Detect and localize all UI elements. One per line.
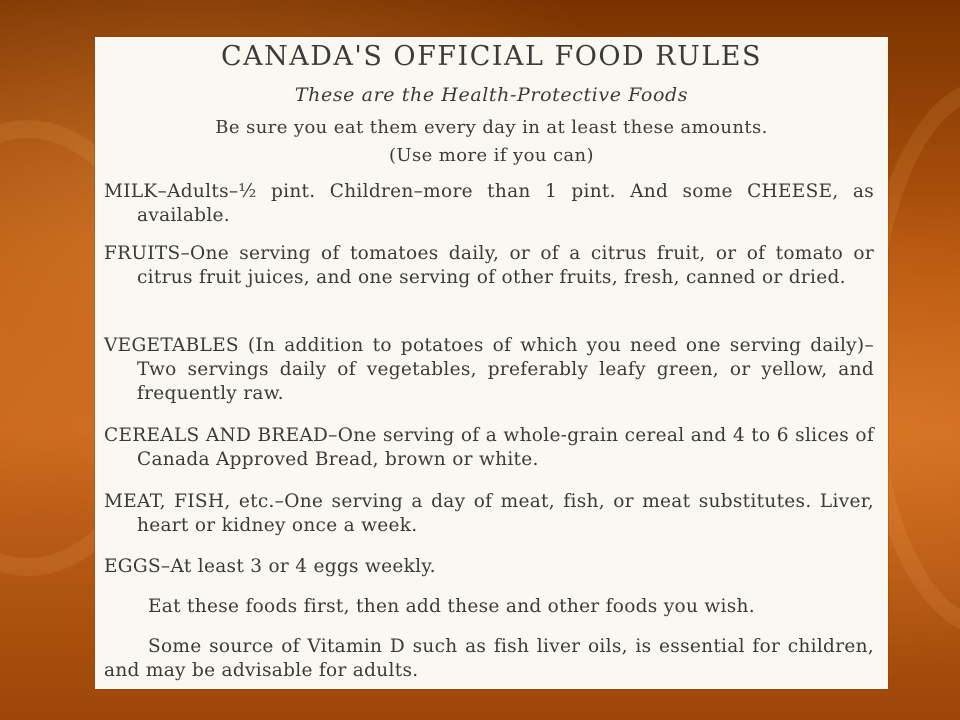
- rule-milk: [104, 180, 874, 228]
- document-title: CANADA'S OFFICIAL FOOD RULES: [221, 41, 762, 72]
- rule-eggs: [104, 555, 874, 579]
- rule-vegetables: [104, 334, 874, 406]
- note-eat-first: Eat these foods first, then add these and other foods you wish.: [148, 596, 755, 617]
- rule-cereals-and-bread: [104, 424, 874, 472]
- rule-fruits: [104, 242, 874, 290]
- rule-text: EGGS–At least 3 or 4 eggs weekly.: [104, 556, 436, 577]
- rule-text: MEAT, FISH, etc.–One serving a day of meat, fish, or meat substitutes. Liver, heart or kidney once a week.: [104, 491, 874, 536]
- intro-line: Be sure you eat them every day in at least these amounts.: [215, 117, 768, 138]
- document-page: [95, 37, 888, 689]
- intro-line-parenthetical: (Use more if you can): [389, 145, 594, 166]
- note-vitamin-d: Some source of Vitamin D such as fish liver oils, is essential for children, and may be advisable for adults.: [104, 636, 874, 681]
- rule-meat-fish: [104, 490, 874, 538]
- rule-text: CEREALS AND BREAD–One serving of a whole-grain cereal and 4 to 6 slices of Canada Approved Bread, brown or white.: [104, 425, 874, 470]
- rule-text: VEGETABLES (In addition to potatoes of which you need one serving daily)–Two servings daily of vegetables, preferably leafy green, or yellow, and frequently raw.: [104, 335, 874, 404]
- rule-text: MILK–Adults–½ pint. Children–more than 1 pint. And some CHEESE, as available.: [104, 181, 874, 226]
- rule-text: FRUITS–One serving of tomatoes daily, or of a citrus fruit, or of tomato or citrus fruit juices, and one serving of other fruits, fresh, canned or dried.: [104, 243, 874, 288]
- document-subtitle: These are the Health-Protective Foods: [294, 84, 689, 106]
